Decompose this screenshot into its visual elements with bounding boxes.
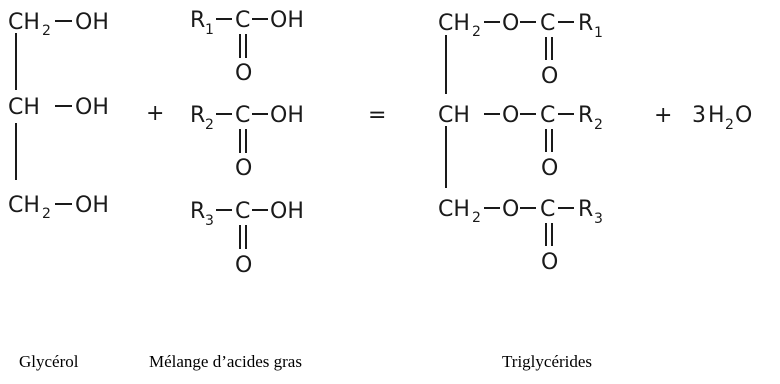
hydroxyl-group: OH	[270, 199, 304, 224]
acid-r-subscript: 1	[205, 22, 214, 38]
hydroxyl-group: OH	[75, 193, 109, 218]
carbonyl-carbon: C	[540, 11, 556, 36]
glycerol-group: CH	[438, 11, 470, 36]
ester-oxygen: O	[502, 197, 520, 222]
carbonyl-oxygen: O	[235, 253, 253, 278]
acyl-r-subscript: 3	[594, 211, 603, 227]
acid-r-subscript: 3	[205, 213, 214, 229]
glycerol-subscript: 2	[472, 210, 481, 226]
glycerol-subscript: 2	[472, 24, 481, 40]
glycerol-subscript: 2	[42, 23, 51, 39]
water-hydrogen: H	[708, 103, 725, 128]
acyl-r-group: R	[578, 11, 594, 36]
carbonyl-carbon: C	[235, 103, 251, 128]
acyl-r-subscript: 1	[594, 25, 603, 41]
glycerol-group: CH	[8, 193, 40, 218]
equals-sign: =	[368, 103, 387, 128]
triglyceride-structure	[438, 11, 603, 275]
acid-r-group: R	[190, 199, 206, 224]
carbonyl-oxygen: O	[541, 156, 559, 181]
water-subscript: 2	[725, 117, 734, 133]
fatty-acids-structure	[190, 8, 304, 278]
carbonyl-carbon: C	[235, 8, 251, 33]
glycerol-group: CH	[438, 197, 470, 222]
water-coefficient: 3	[692, 103, 706, 128]
hydroxyl-group: OH	[270, 8, 304, 33]
hydroxyl-group: OH	[75, 95, 109, 120]
acyl-r-subscript: 2	[594, 117, 603, 133]
carbonyl-oxygen: O	[235, 61, 253, 86]
plus-sign: +	[146, 101, 165, 126]
ester-oxygen: O	[502, 103, 520, 128]
plus-sign: +	[654, 103, 673, 128]
hydroxyl-group: OH	[270, 103, 304, 128]
glycerol-group: CH	[8, 95, 40, 120]
glycerol-subscript: 2	[42, 206, 51, 222]
acyl-r-group: R	[578, 103, 594, 128]
carbonyl-carbon: C	[540, 197, 556, 222]
carbonyl-oxygen: O	[235, 156, 253, 181]
acid-r-subscript: 2	[205, 117, 214, 133]
acid-r-group: R	[190, 8, 206, 33]
water-product	[692, 103, 752, 133]
hydroxyl-group: OH	[75, 10, 109, 35]
carbonyl-oxygen: O	[541, 250, 559, 275]
glycerol-structure	[8, 10, 109, 222]
carbonyl-carbon: C	[540, 103, 556, 128]
water-oxygen: O	[735, 103, 753, 128]
glycerol-group: CH	[438, 103, 470, 128]
carbonyl-carbon: C	[235, 199, 251, 224]
carbonyl-oxygen: O	[541, 64, 559, 89]
ester-oxygen: O	[502, 11, 520, 36]
fatty-acids-label: Mélange d’acides gras	[149, 352, 302, 371]
acid-r-group: R	[190, 103, 206, 128]
triglycerides-label: Triglycérides	[502, 352, 593, 371]
acyl-r-group: R	[578, 197, 594, 222]
glycerol-label: Glycérol	[19, 352, 79, 371]
glycerol-group: CH	[8, 10, 40, 35]
